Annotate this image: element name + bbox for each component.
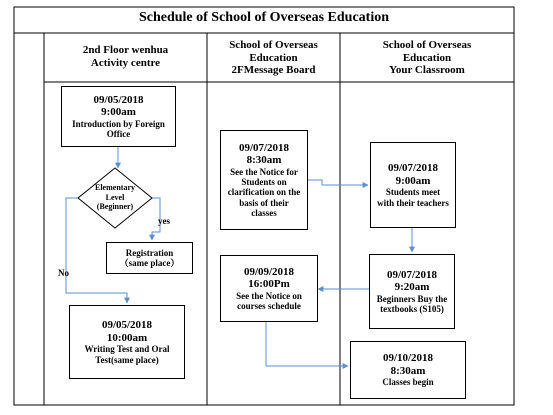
writing-test-time: 10:00am (106, 331, 148, 344)
no-label: No (58, 268, 69, 278)
classes-begin-time: 8:30am (390, 364, 426, 377)
column-header-line: 2nd Floor wenhua (82, 44, 169, 56)
buy-textbooks-date: 09/07/2018 (386, 268, 438, 281)
buy-textbooks-desc: textbooks (S105) (380, 304, 444, 315)
notice-clarification-box (220, 130, 308, 230)
notice-schedule-desc: courses schedule (237, 301, 301, 312)
buy-textbooks-desc: Beginners Buy the (376, 293, 448, 304)
column-header-classroom (340, 39, 514, 77)
classes-begin-box (350, 341, 466, 399)
registration-box (106, 242, 193, 274)
connector-clarification-to-meet (308, 180, 368, 185)
connector-schedule-to-classes (266, 322, 348, 366)
classes-begin-date: 09/10/2018 (382, 352, 434, 365)
registration-line: Registration (125, 247, 174, 258)
students-meet-time: 9:00am (395, 174, 431, 187)
notice-schedule-date: 09/09/2018 (243, 265, 295, 278)
intro-date: 09/05/2018 (93, 93, 144, 106)
buy-textbooks-box (369, 254, 455, 329)
page-title: Schedule of School of Overseas Education (138, 10, 390, 25)
decision-label (86, 183, 144, 212)
students-meet-desc: with their teachers (377, 197, 449, 208)
column-header-activity-centre (44, 44, 207, 69)
notice-clarification-time: 8:30am (246, 154, 282, 167)
intro-desc: Introduction by Foreign (72, 118, 165, 129)
decision-line: Level (105, 192, 125, 202)
notice-clarification-desc: basis of their (239, 197, 289, 208)
decision-line: Elementary (95, 183, 135, 192)
column-header-message-board (207, 39, 340, 77)
writing-test-desc: Test(same place) (95, 354, 159, 365)
intro-time: 9:00am (101, 106, 136, 119)
decision-line: (Beginner) (96, 202, 134, 212)
yes-label: yes (158, 216, 170, 226)
notice-clarification-desc: Students on (241, 177, 287, 188)
writing-test-box (69, 305, 185, 379)
students-meet-box (370, 142, 456, 228)
column-header-line: 2FMessage Board (231, 64, 316, 77)
intro-box (61, 86, 176, 147)
intro-desc: Office (106, 129, 131, 140)
writing-test-desc: Writing Test and Oral (84, 344, 170, 355)
notice-schedule-desc: See the Notice on (236, 290, 302, 301)
notice-clarification-desc: See the Notice for (230, 166, 298, 177)
buy-textbooks-time: 9:20am (394, 281, 430, 294)
column-header-line: School of Overseas (229, 39, 318, 51)
classes-begin-desc: Classes begin (382, 377, 434, 388)
notice-clarification-desc: clarification on the (227, 187, 301, 198)
column-header-line: Activity centre (90, 56, 161, 69)
writing-test-date: 09/05/2018 (101, 319, 153, 332)
notice-schedule-box (220, 255, 318, 322)
column-header-line: Education (249, 51, 298, 64)
column-header-line: School of Overseas (382, 39, 472, 51)
notice-clarification-desc: classes (251, 208, 277, 219)
notice-clarification-date: 09/07/2018 (238, 141, 290, 154)
notice-schedule-time: 16:00Pm (248, 278, 290, 291)
students-meet-date: 09/07/2018 (387, 162, 439, 175)
column-header-line: Education (402, 51, 452, 64)
column-header-line: Your Classroom (389, 64, 465, 77)
students-meet-desc: Students meet (385, 187, 441, 198)
registration-line: （same place） (119, 258, 180, 268)
